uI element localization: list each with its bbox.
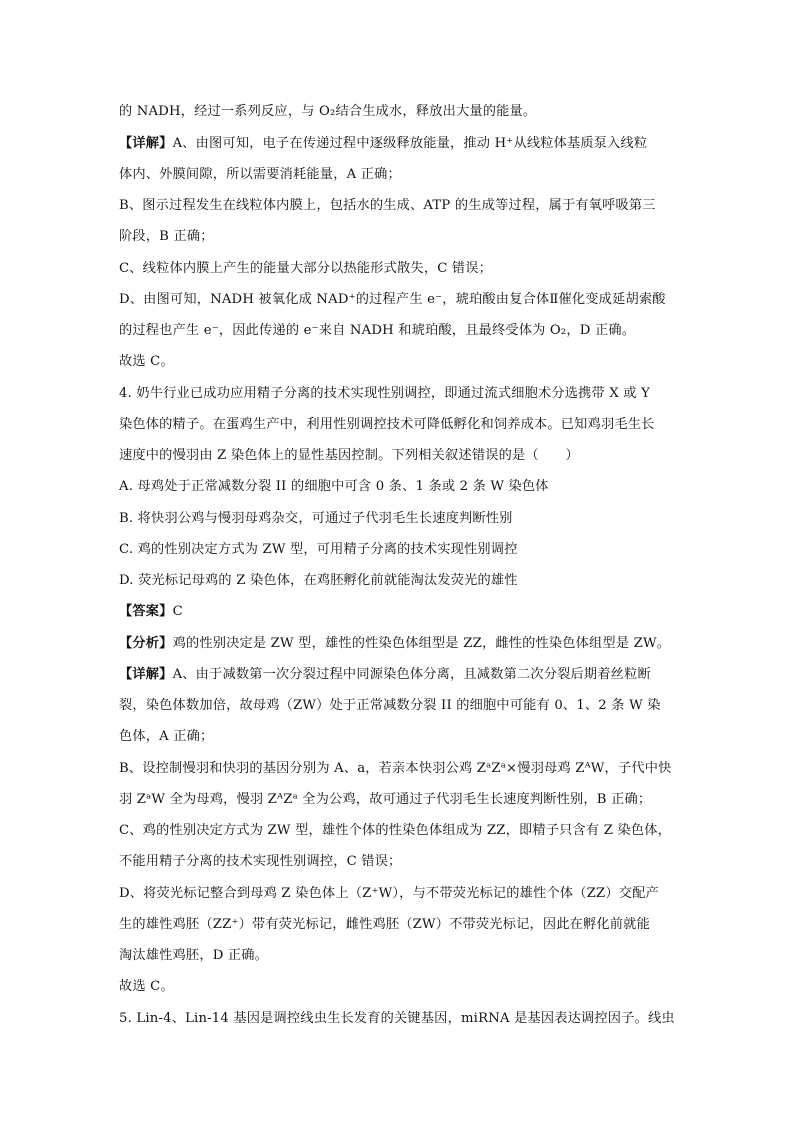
text-line-24: C、鸡的性别决定方式为 ZW 型，雄性个体的性染色体组成为 ZZ，即精子只含有 Z 染色体， xyxy=(119,823,672,838)
answer-choice-line-1: 故选 C。 xyxy=(119,354,174,369)
text-line-28: 淘汰雄性鸡胚，D 正确。 xyxy=(119,948,269,963)
detail-line-2: 【详解】A、由于减数第一次分裂过程中同源染色体分离，且减数第二次分裂后期着丝粒断 xyxy=(119,667,651,682)
text-line-21: 色体，A 正确； xyxy=(119,729,214,744)
text-line-27: 生的雄性鸡胚（ZZ⁺）带有荧光标记，雌性鸡胚（ZW）不带荧光标记，因此在孵化前就能 xyxy=(119,917,650,932)
question-5-stem-1: 5. Lin-4、Lin-14 基因是调控线虫生长发育的关键基因，miRNA 是基因表达调控因子。线虫 xyxy=(119,1011,675,1026)
text-line-7: D、由图可知，NADH 被氧化成 NAD⁺的过程产生 e⁻，琥珀酸由复合体Ⅱ催化变成延胡索酸 xyxy=(119,292,666,307)
section-heading-answer: 【答案】 xyxy=(119,604,173,619)
text-line-8: 的过程也产生 e⁻，因此传递的 e⁻来自 NADH 和琥珀酸，且最终受体为 O₂，D 正确。 xyxy=(119,323,636,338)
question-4-stem-3: 速度中的慢羽由 Z 染色体上的显性基因控制。下列相关叙述错误的是（ ） xyxy=(119,448,579,463)
text-line-3: 体内、外膜间隙，所以需要消耗能量，A 正确； xyxy=(119,167,401,182)
analysis-line: 【分析】鸡的性别决定是 ZW 型，雄性的性染色体组型是 ZZ，雌性的性染色体组型是 ZW。 xyxy=(119,636,671,651)
text-line-4: B、图示过程发生在线粒体内膜上，包括水的生成、ATP 的生成等过程，属于有氧呼吸第三 xyxy=(119,198,656,213)
text-line-1: 的 NADH，经过一系列反应，与 O₂结合生成水，释放出大量的能量。 xyxy=(119,104,537,119)
section-heading-detail: 【详解】 xyxy=(119,136,173,151)
text-line-6: C、线粒体内膜上产生的能量大部分以热能形式散失，C 错误； xyxy=(119,261,493,276)
answer-choice-line-2: 故选 C。 xyxy=(119,979,174,994)
text-line-23: 羽 ZᵃW 全为母鸡，慢羽 ZᴬZᵃ 全为公鸡，故可通过子代羽毛生长速度判断性别，B 正确； xyxy=(119,792,652,807)
option-c: C. 鸡的性别决定方式为 ZW 型，可用精子分离的技术实现性别调控 xyxy=(119,542,518,557)
detail-line-1: 【详解】A、由图可知，电子在传递过程中逐级释放能量，推动 H⁺从线粒体基质泵入线粒 xyxy=(119,136,648,151)
answer-line: 【答案】C xyxy=(119,604,183,619)
option-d: D. 荧光标记母鸡的 Z 染色体，在鸡胚孵化前就能淘汰发荧光的雄性 xyxy=(119,573,518,588)
text-line-20: 裂，染色体数加倍，故母鸡（ZW）处于正常减数分裂 II 的细胞中可能有 0、1、2 条 W 染 xyxy=(119,698,661,713)
section-heading-analysis: 【分析】 xyxy=(119,636,173,651)
question-4-stem-1: 4. 奶牛行业已成功应用精子分离的技术实现性别调控，即通过流式细胞术分选携带 X 或 Y xyxy=(119,386,650,401)
question-4-stem-2: 染色体的精子。在蛋鸡生产中，利用性别调控技术可降低孵化和饲养成本。已知鸡羽毛生长 xyxy=(119,417,655,432)
option-b: B. 将快羽公鸡与慢羽母鸡杂交，可通过子代羽毛生长速度判断性别 xyxy=(119,511,513,526)
text-line-25: 不能用精子分离的技术实现性别调控，C 错误； xyxy=(119,854,402,869)
option-a: A. 母鸡处于正常减数分裂 II 的细胞中可含 0 条、1 条或 2 条 W 染色体 xyxy=(119,479,549,494)
text-line-5: 阶段，B 正确； xyxy=(119,229,214,244)
text-line-26: D、将荧光标记整合到母鸡 Z 染色体上（Z⁺W），与不带荧光标记的雄性个体（ZZ）交配产 xyxy=(119,886,659,901)
section-heading-detail-2: 【详解】 xyxy=(119,667,173,682)
text-line-22: B、设控制慢羽和快羽的基因分别为 A、a，若亲本快羽公鸡 ZᵃZᵃ×慢羽母鸡 ZᴬW，子代中快 xyxy=(119,761,672,776)
